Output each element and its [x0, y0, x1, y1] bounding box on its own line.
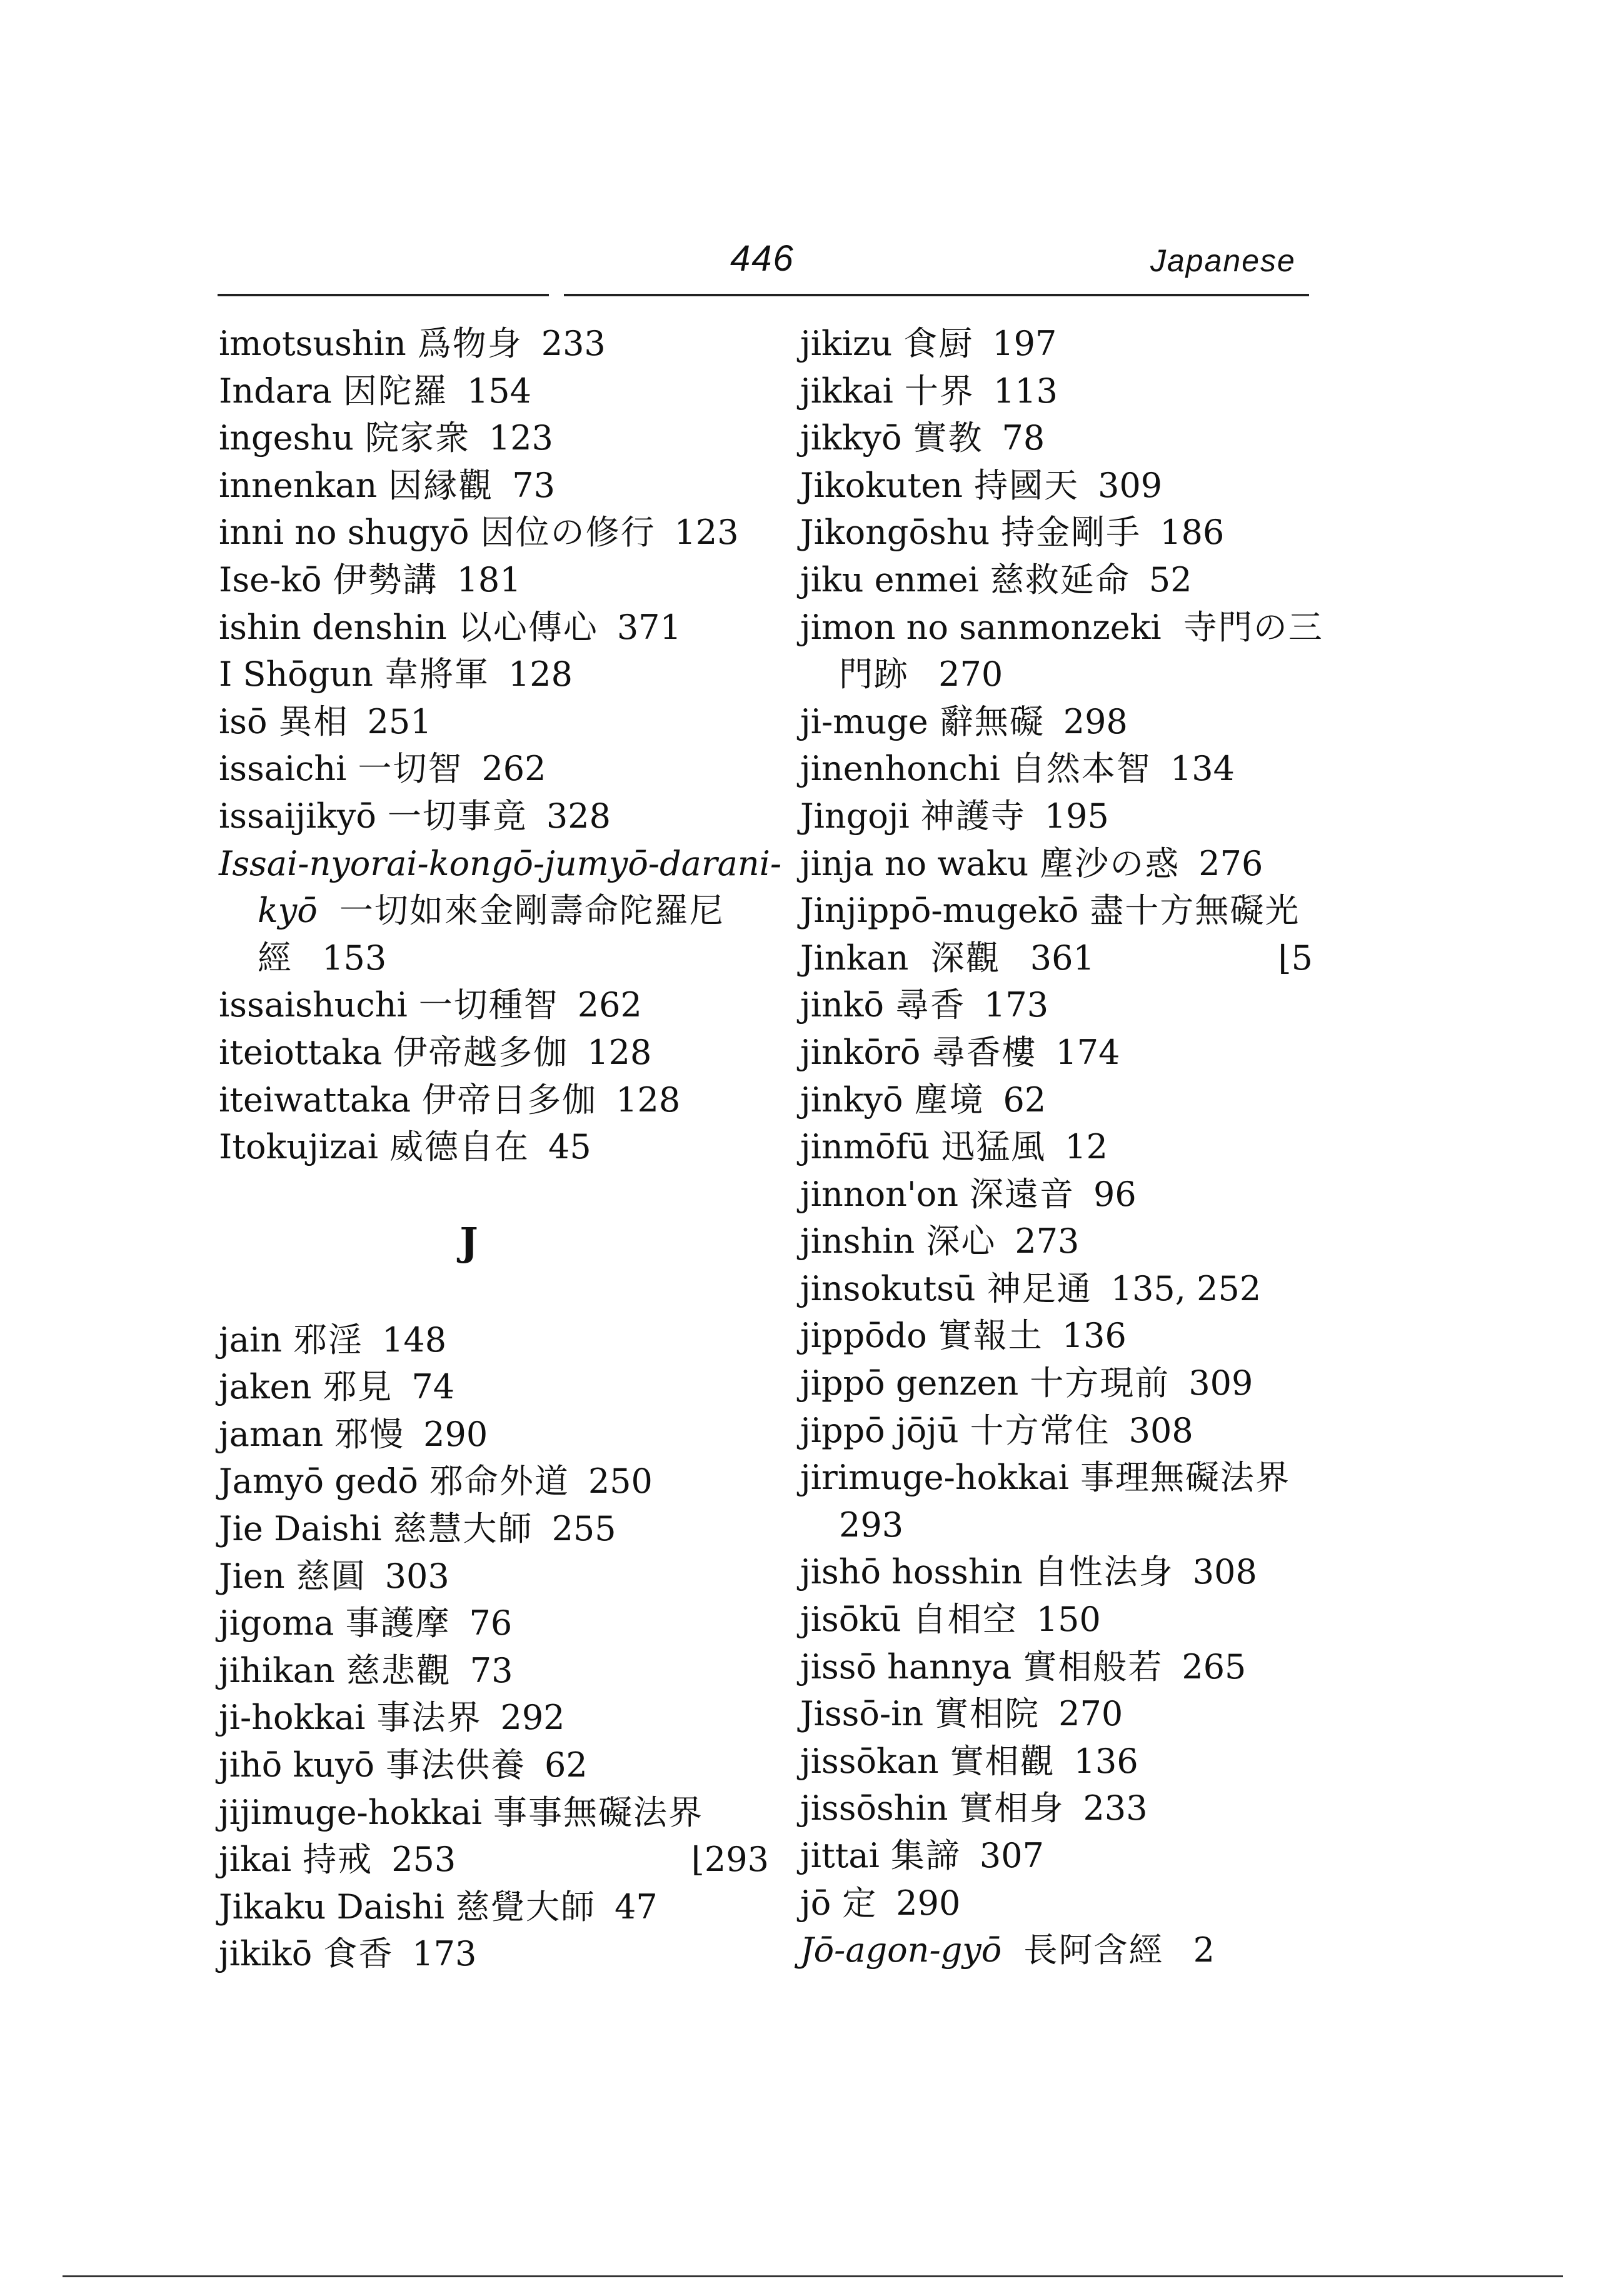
entries-group: [219, 320, 769, 840]
entry-kanji: 威德自在: [389, 1127, 529, 1167]
entry-page-ref: 96: [1093, 1174, 1137, 1214]
entry-page-ref: 273: [1015, 1221, 1080, 1261]
entries-group: [800, 1548, 1313, 1927]
entry-kanji: 邪見: [323, 1367, 393, 1407]
index-entry: [219, 793, 769, 840]
entry-kanji: 院家衆: [364, 418, 470, 458]
entry-page-ref: 73: [469, 1650, 513, 1690]
entry-page-ref: 308: [1192, 1552, 1257, 1592]
index-entry: [219, 320, 769, 368]
entry-kanji: 邪淫: [293, 1320, 363, 1360]
entries-group: [219, 1316, 769, 1978]
entry-term: jijimuge-hokkai: [219, 1792, 482, 1832]
index-entry: [219, 1694, 769, 1742]
entry-term: jinmōfū: [800, 1127, 930, 1167]
index-entry: [219, 1316, 769, 1364]
index-entry: [219, 1742, 769, 1789]
entry-term: jikkai: [800, 371, 893, 411]
entry-term: jihikan: [219, 1650, 335, 1690]
entry-page-ref: 290: [423, 1414, 488, 1454]
entry-kanji: 食厨: [903, 324, 974, 363]
left-column: [219, 320, 782, 1978]
entry-term: jinkōrō: [800, 1032, 921, 1072]
entry-page-ref: 270: [938, 654, 1003, 694]
entry-term: jissō hannya: [800, 1647, 1012, 1687]
entry-kanji: 因縁觀: [388, 465, 494, 505]
entry-kanji: 事理無礙法界: [1080, 1458, 1291, 1498]
entry-term: jissōshin: [800, 1788, 948, 1828]
entry-term: jippōdo: [800, 1316, 927, 1356]
entry-term: jō: [800, 1883, 831, 1923]
entry-term: jiku enmei: [800, 559, 979, 599]
index-entry: [800, 981, 1313, 1029]
entry-term: iteiottaka: [219, 1032, 383, 1072]
index-entry: [219, 981, 769, 1029]
entry-term: Jinjippō-mugekō: [800, 891, 1079, 931]
running-head: Japanese: [1150, 243, 1296, 278]
entry-kanji: 爲物身: [417, 324, 523, 363]
section-heading: J: [459, 1218, 478, 1265]
entry-kanji: 尋香樓: [931, 1032, 1037, 1072]
right-column: [800, 320, 1323, 1974]
overflow-mark: ⌊5: [1278, 938, 1313, 978]
entry-term: jinnon'on: [800, 1174, 958, 1214]
entry-page-ref: 47: [615, 1887, 658, 1927]
entry-page-ref: 136: [1061, 1316, 1127, 1356]
entry-term: jishō hosshin: [800, 1552, 1023, 1592]
entry-term: issaichi: [219, 749, 347, 789]
index-entry: [800, 840, 1313, 888]
overflow-mark: ⌊293: [691, 1840, 769, 1880]
entry-page-ref: 197: [992, 324, 1057, 363]
entry-kanji: 慈悲觀: [346, 1650, 451, 1690]
page-header: [0, 0, 1616, 300]
entry-page-ref: 307: [979, 1836, 1044, 1875]
index-entry: [800, 1171, 1313, 1218]
header-rule-right: [564, 294, 1309, 296]
entry-page-ref: 195: [1044, 796, 1109, 836]
entry-kanji: 實教: [913, 418, 983, 458]
entry-term: jinshin: [800, 1221, 915, 1261]
entry-term: Indara: [219, 371, 332, 411]
index-entry: [219, 1883, 769, 1931]
entry-term: ji-hokkai: [219, 1698, 366, 1738]
index-entry-continuation: [219, 935, 769, 982]
entry-kanji: 伊帝越多伽: [393, 1032, 569, 1072]
entry-page-ref: 173: [412, 1934, 477, 1974]
index-entry-continuation: [219, 887, 769, 935]
index-entry: [800, 887, 1313, 935]
entry-kanji: 十方現前: [1030, 1363, 1170, 1403]
entry-page-ref: 181: [456, 559, 521, 599]
entry-kanji: 事法供養: [386, 1745, 526, 1785]
entry-kanji: 持國天: [974, 465, 1080, 505]
entry-page-ref: 308: [1128, 1410, 1193, 1450]
index-entry: [219, 509, 769, 556]
entry-term: Jingoji: [800, 796, 910, 836]
entry-page-ref: 62: [1003, 1080, 1046, 1120]
entry-kanji: 迅猛風: [941, 1127, 1046, 1167]
index-entry: [219, 1123, 769, 1171]
index-entry: [800, 1548, 1313, 1596]
entry-kanji: 韋將軍: [384, 654, 489, 694]
index-entry-continuation: [800, 651, 1313, 698]
entry-term: Ise-kō: [219, 559, 322, 599]
entry-term: Jinkan: [800, 938, 909, 978]
entry-kanji: 自相空: [912, 1600, 1018, 1640]
index-entry: [800, 1123, 1313, 1171]
index-entry: [800, 745, 1313, 793]
entries-group: [219, 981, 769, 1170]
entry-page-ref: 173: [984, 985, 1049, 1025]
entries-group: [800, 320, 1313, 604]
entry-page-ref: 128: [616, 1080, 681, 1120]
index-entry: [219, 1836, 769, 1883]
entry-kanji: 寺門の三: [1183, 607, 1323, 647]
entry-page-ref: 298: [1063, 701, 1128, 741]
index-entry: [219, 1600, 769, 1647]
index-entry: [219, 414, 769, 462]
entry-page-ref: 371: [616, 607, 681, 647]
entry-page-ref: 123: [488, 418, 553, 458]
entry-term: jikizu: [800, 324, 893, 363]
index-entry: [219, 1930, 769, 1978]
entry-kanji: 食香: [323, 1934, 394, 1974]
index-entry: [219, 1505, 769, 1553]
entry-term: isō: [219, 701, 268, 741]
entry-page-ref: 293: [839, 1505, 904, 1545]
entry-term: jihō kuyō: [219, 1745, 374, 1785]
entry-term: jigoma: [219, 1603, 334, 1643]
entry-kanji: 神足通: [986, 1268, 1092, 1308]
entry-kanji: 因陀羅: [343, 371, 448, 411]
index-entry: [800, 509, 1313, 556]
entry-term: issaishuchi: [219, 985, 408, 1025]
entry-kanji: 十界: [904, 371, 975, 411]
entry-term: ishin denshin: [219, 607, 447, 647]
entry-kanji: 持戒: [303, 1840, 373, 1880]
index-entry: [219, 1411, 769, 1458]
entry-term: I Shōgun: [219, 654, 373, 694]
index-entry: [219, 651, 769, 698]
entry-page-ref: 52: [1148, 559, 1192, 599]
entry-page-ref: 150: [1036, 1600, 1101, 1640]
index-entry: [800, 1738, 1313, 1785]
entry-term: Jamyō gedō: [219, 1461, 418, 1501]
entry-kanji: 實相般若: [1023, 1647, 1163, 1687]
entry-kanji: 一切智: [358, 749, 463, 789]
entry-page-ref: 290: [896, 1883, 961, 1923]
entry-page-ref: 292: [500, 1698, 565, 1738]
entry-kanji: 慈圓: [296, 1556, 366, 1596]
entry-term: Jikongōshu: [800, 513, 990, 553]
entry-term: issaijikyō: [219, 796, 376, 836]
entry-page-ref: 73: [512, 465, 555, 505]
index-entry: [219, 604, 769, 651]
index-entry: [800, 1360, 1313, 1407]
entry-page-ref: 128: [587, 1032, 652, 1072]
entry-term: jinsokutsū: [800, 1268, 976, 1308]
entry-kanji: 自然本智: [1011, 749, 1152, 789]
entries-group: [800, 981, 1313, 1501]
index-entry: [800, 414, 1313, 462]
entry-kanji: 慈救延命: [990, 559, 1130, 599]
entry-page-ref: 250: [588, 1461, 653, 1501]
entries-group: [800, 698, 1313, 935]
entry-kanji: 事護摩: [345, 1603, 451, 1643]
entry-term: jisōkū: [800, 1600, 901, 1640]
entry-kanji: 實相身: [959, 1788, 1065, 1828]
entry-kanji: 因位の修行: [480, 513, 656, 553]
entry-kanji: 經: [258, 938, 293, 978]
entry-term: Itokujizai: [219, 1127, 378, 1167]
index-entry: [800, 1312, 1313, 1360]
index-entry: [219, 556, 769, 604]
index-entry: [800, 1927, 1313, 1974]
entry-kanji: 自性法身: [1033, 1552, 1174, 1592]
entry-page-ref: 76: [469, 1603, 513, 1643]
entry-page-ref: 361: [1030, 938, 1095, 978]
entry-page-ref: 186: [1160, 513, 1225, 553]
entry-page-ref: 74: [411, 1367, 455, 1407]
entry-kanji: 辭無礙: [939, 701, 1045, 741]
entry-kanji: 門跡: [839, 654, 909, 694]
entry-page-ref: 136: [1073, 1741, 1138, 1781]
entry-kanji: 以心傳心: [458, 607, 598, 647]
entry-kanji: 深心: [926, 1221, 996, 1261]
index-entry: [219, 1553, 769, 1600]
entry-kanji: 實報土: [938, 1316, 1043, 1356]
entry-term: jinkō: [800, 985, 885, 1025]
entry-term: Jikokuten: [800, 465, 963, 505]
index-entry: [800, 1880, 1313, 1927]
entry-page-ref: 276: [1198, 843, 1263, 883]
entry-kanji: 深觀: [930, 938, 1001, 978]
index-entry: [800, 793, 1313, 840]
entry-kanji: 深遠音: [970, 1174, 1075, 1214]
entry-term: jissōkan: [800, 1741, 939, 1781]
entry-term: jimon no sanmonzeki: [800, 607, 1162, 647]
index-entry: [219, 1029, 769, 1076]
entry-page-ref: 262: [577, 985, 642, 1025]
entry-page-ref: 45: [548, 1127, 591, 1167]
index-entry: [800, 935, 1313, 982]
entry-kanji: 持金剛手: [1001, 513, 1142, 553]
index-entry: [219, 368, 769, 415]
entry-term: jirimuge-hokkai: [800, 1458, 1070, 1498]
entry-term: jikkyō: [800, 418, 902, 458]
entry-term: ingeshu: [219, 418, 354, 458]
index-entry: [800, 1076, 1313, 1124]
entry-kanji: 定: [842, 1883, 878, 1923]
index-entry: [800, 1265, 1313, 1313]
entry-page-ref: 262: [481, 749, 546, 789]
index-entry: [800, 1454, 1313, 1501]
entry-kanji: 一切事竟: [387, 796, 528, 836]
entry-term: jittai: [800, 1836, 880, 1875]
entry-kanji: 塵沙の惑: [1040, 843, 1180, 883]
entry-term: kyō: [258, 891, 318, 931]
entry-page-ref: 233: [541, 324, 606, 363]
index-entry: [219, 840, 782, 888]
entry-page-ref: 12: [1065, 1127, 1108, 1167]
entry-term: Issai-nyorai-kongō-jumyō-darani-: [219, 843, 782, 883]
page-number: 446: [730, 238, 795, 279]
entry-kanji: 長阿含經: [1023, 1930, 1164, 1970]
index-entry: [800, 1690, 1313, 1738]
index-entry: [800, 1832, 1313, 1880]
entry-page-ref: 135, 252: [1110, 1268, 1262, 1308]
entry-page-ref: 134: [1170, 749, 1235, 789]
entry-kanji: 尋香: [895, 985, 966, 1025]
entry-kanji: 伊帝日多伽: [422, 1080, 598, 1120]
index-entry: [800, 1218, 1313, 1265]
entry-term: jaman: [219, 1414, 324, 1454]
entry-kanji: 異相: [278, 701, 349, 741]
entry-term: jikai: [219, 1840, 292, 1880]
entry-page-ref: 78: [1001, 418, 1045, 458]
index-entry: [219, 462, 769, 509]
index-entry: [219, 1647, 769, 1695]
entry-page-ref: 309: [1188, 1363, 1253, 1403]
entry-page-ref: 62: [545, 1745, 588, 1785]
entry-page-ref: 233: [1083, 1788, 1148, 1828]
entry-page-ref: 270: [1058, 1694, 1123, 1734]
entry-kanji: 十方常住: [970, 1410, 1110, 1450]
entry-term: Jikaku Daishi: [219, 1887, 445, 1927]
index-entry: [800, 604, 1323, 651]
entry-term: jaken: [219, 1367, 312, 1407]
header-rule-left: [218, 294, 549, 296]
entry-kanji: 事法界: [376, 1698, 482, 1738]
entry-kanji: 一切種智: [418, 985, 559, 1025]
entry-page-ref: 255: [551, 1509, 616, 1549]
index-entry: [219, 1363, 769, 1411]
entry-page-ref: 174: [1055, 1032, 1120, 1072]
entry-term: Jō-agon-gyō: [800, 1930, 1002, 1970]
index-entry: [219, 1458, 769, 1505]
index-entry: [800, 1596, 1313, 1643]
entry-term: jinenhonchi: [800, 749, 1000, 789]
entry-kanji: 慈覺大師: [456, 1887, 596, 1927]
entry-term: iteiwattaka: [219, 1080, 411, 1120]
entry-term: innenkan: [219, 465, 378, 505]
index-entry: [800, 462, 1313, 509]
index-entry: [800, 368, 1313, 415]
index-entry: [800, 1029, 1313, 1076]
entry-term: Jissō-in: [800, 1694, 924, 1734]
entry-kanji: 塵境: [914, 1080, 985, 1120]
entry-page-ref: 153: [322, 938, 387, 978]
entry-page-ref: 113: [993, 371, 1058, 411]
entry-kanji: 邪命外道: [429, 1461, 570, 1501]
index-entry: [219, 1789, 769, 1837]
entry-kanji: 實相觀: [950, 1741, 1055, 1781]
index-entry: [800, 698, 1313, 746]
entry-page-ref: 328: [546, 796, 611, 836]
entry-term: jikikō: [219, 1934, 313, 1974]
entry-kanji: 事事無礙法界: [493, 1792, 703, 1832]
entry-kanji: 慈慧大師: [393, 1509, 533, 1549]
entry-kanji: 邪慢: [334, 1414, 405, 1454]
entry-page-ref: 154: [466, 371, 531, 411]
index-entry: [800, 320, 1313, 368]
entry-term: inni no shugyō: [219, 513, 469, 553]
entry-page-ref: 303: [384, 1556, 449, 1596]
index-entry: [800, 556, 1313, 604]
entry-page-ref: 2: [1193, 1930, 1215, 1970]
index-entry: [800, 1785, 1313, 1832]
entry-page-ref: 309: [1098, 465, 1163, 505]
entry-kanji: 集諦: [890, 1836, 961, 1875]
entry-term: jinja no waku: [800, 843, 1029, 883]
index-entry: [219, 698, 769, 746]
index-entry: [800, 1407, 1313, 1455]
index-entry: [219, 745, 769, 793]
entry-page-ref: 148: [382, 1320, 447, 1360]
index-entry-continuation: [800, 1501, 1313, 1549]
entry-term: jain: [219, 1320, 282, 1360]
entry-kanji: 實相院: [935, 1694, 1040, 1734]
index-entry: [219, 1076, 769, 1124]
entry-term: imotsushin: [219, 324, 406, 363]
entry-kanji: 一切如來金剛壽命陀羅尼: [339, 891, 725, 931]
entry-page-ref: 251: [367, 701, 432, 741]
bottom-rule: [63, 2275, 1563, 2277]
entry-page-ref: 253: [391, 1840, 456, 1880]
entry-term: jippō jōjū: [800, 1410, 959, 1450]
entry-kanji: 伊勢講: [333, 559, 438, 599]
entry-term: Jien: [219, 1556, 285, 1596]
entry-page-ref: 128: [508, 654, 573, 694]
index-entry: [800, 1643, 1313, 1691]
entry-term: jinkyō: [800, 1080, 903, 1120]
entry-page-ref: 123: [674, 513, 739, 553]
entry-page-ref: 265: [1182, 1647, 1247, 1687]
entry-term: jippō genzen: [800, 1363, 1019, 1403]
entry-kanji: 盡十方無礙光: [1090, 891, 1300, 931]
entry-kanji: 神護寺: [920, 796, 1026, 836]
entry-term: Jie Daishi: [219, 1509, 382, 1549]
entry-term: ji-muge: [800, 701, 928, 741]
